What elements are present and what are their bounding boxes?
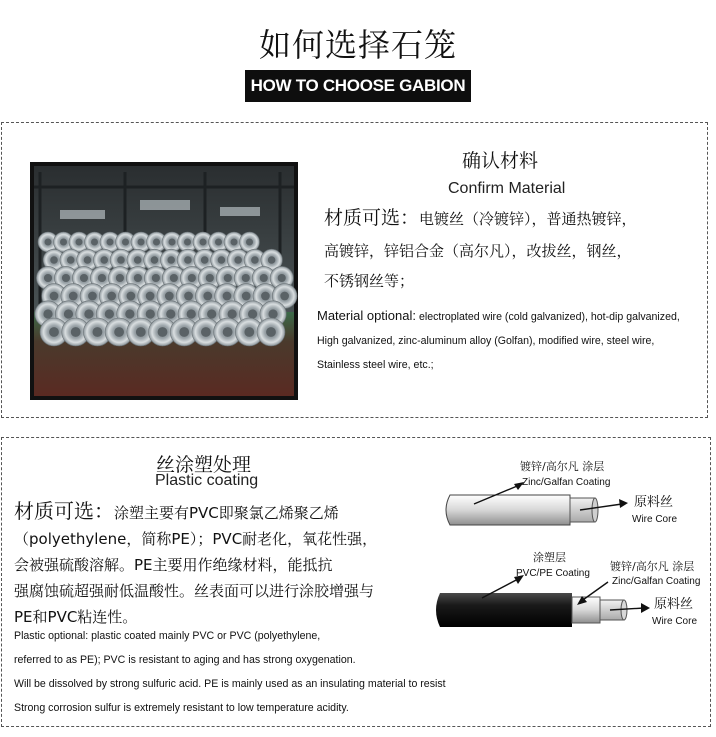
wire-coil-hole (107, 292, 116, 301)
wire-coil-hole (251, 256, 259, 264)
wire-coil-hole (114, 327, 124, 337)
coating-options-en-line-1: Plastic optional: plastic coated mainly PVC or PVC (polyethylene, (14, 630, 321, 642)
wire-coil-hole (266, 327, 276, 337)
wire-coil-hole (71, 327, 81, 337)
wire-coil-hole (136, 327, 146, 337)
wire-coil-hole (84, 309, 93, 318)
wire-coil-warehouse-photo (30, 162, 298, 400)
wire-coil-hole (218, 256, 226, 264)
wire-coil-hole (80, 274, 88, 282)
material-options-en-line-3: Stainless steel wire, etc.; (317, 359, 434, 371)
wire-coil-hole (184, 239, 191, 246)
arrow-icon (470, 478, 530, 508)
wire-coil-hole (166, 309, 175, 318)
wire-coil-hole (207, 309, 216, 318)
wire-coil-hole (280, 292, 289, 301)
coating-options-en (14, 624, 474, 720)
wire-coil-hole (184, 292, 193, 301)
wire-coil-hole (146, 292, 155, 301)
wire-coil-hole (117, 256, 125, 264)
wire-coil-hole (165, 292, 174, 301)
diagram2-coating-label-en: Zinc/Galfan Coating (612, 576, 701, 587)
wire-coil-hole (278, 274, 286, 282)
wire-coil-hole (167, 256, 175, 264)
page-title-en-banner: HOW TO CHOOSE GABION (245, 70, 471, 102)
diagram1-core-label-cn: 原料丝 (634, 495, 674, 510)
arrow-icon (608, 600, 652, 616)
coating-options-line-5: PE和PVC粘连性。 (14, 608, 138, 626)
wire-coil-hole (127, 292, 136, 301)
wire-coil-hole (105, 309, 114, 318)
wire-coil-hole (261, 292, 270, 301)
coating-options-line-3: 会被强硫酸溶解。PE主要用作绝缘材料，能抵抗 (14, 556, 333, 574)
wire-coil-hole (188, 274, 196, 282)
wire-coil-hole (134, 256, 142, 264)
wire-coil-hole (242, 292, 251, 301)
wire-coil-hole (138, 239, 145, 246)
wire-coil-hole (203, 292, 212, 301)
wire-coil-hole (69, 292, 78, 301)
wire-coil-hole (93, 327, 103, 337)
wire-coil-hole (170, 274, 178, 282)
material-options-line-2: 高镀锌，锌铝合金（高尔凡），改拔丝，钢丝， (324, 242, 632, 260)
wire-coil-hole (62, 274, 70, 282)
wire-coil-hole (184, 256, 192, 264)
coating-options-en-line-2: referred to as PE); PVC is resistant to aging and has strong oxygenation. (14, 654, 356, 666)
wire-coil-hole (44, 274, 52, 282)
wire-coil-hole (134, 274, 142, 282)
wire-coil-hole (153, 239, 160, 246)
wire-coil-hole (246, 239, 253, 246)
wire-coil-hole (49, 327, 59, 337)
wire-coil-hole (234, 256, 242, 264)
diagram2-plastic-label-cn: 涂塑层 (533, 551, 566, 564)
coating-heading-cn: 丝涂塑处理 (156, 454, 252, 476)
wire-coil-hole (268, 256, 276, 264)
material-options-en (317, 304, 707, 377)
wire-coil-hole (60, 239, 67, 246)
wire-coil-hole (88, 292, 97, 301)
wire-coil-hole (231, 239, 238, 246)
wire-coil-hole (45, 239, 52, 246)
wire-coil-hole (169, 239, 176, 246)
wire-coil-hole (125, 309, 134, 318)
coating-options-en-line-4: Strong corrosion sulfur is extremely resistant to low temperature acidity. (14, 702, 349, 714)
coating-options-line-2: （polyethylene，简称PE）；PVC耐老化，氧花性强， (14, 530, 378, 548)
wire-coil-hole (201, 256, 209, 264)
wire-coil-hole (50, 256, 58, 264)
wire-coil-hole (100, 256, 108, 264)
wire-coil-hole (187, 309, 196, 318)
material-options-line-1: 电镀丝（冷镀锌），普通热镀锌， (419, 210, 637, 228)
material-heading-en: Confirm Material (448, 180, 566, 197)
wire-coil-hole (206, 274, 214, 282)
wire-coil-hole (228, 309, 237, 318)
wire-coil-hole (64, 309, 73, 318)
material-options-en-line-2: High galvanized, zinc-aluminum alloy (Golfan), modified wire, steel wire, (317, 335, 655, 347)
wire-coil-hole (223, 327, 233, 337)
wire-coil-hole (76, 239, 83, 246)
wire-coil-hole (116, 274, 124, 282)
material-options-en-line-1: electroplated wire (cold galvanized), hot-dip galvanized, (416, 311, 680, 323)
wire-coil-hole (200, 239, 207, 246)
coating-options-label: 材质可选： (14, 499, 114, 523)
arrow-icon (578, 496, 630, 516)
coating-heading-en: Plastic coating (155, 472, 259, 489)
wire-coil-hole (152, 274, 160, 282)
coating-options-line-4: 强腐蚀硫超强耐低温酸性。丝表面可以进行涂胶增强与 (14, 582, 375, 600)
material-options-cn (324, 205, 704, 294)
diagram2-plastic-label-en: PVC/PE Coating (516, 568, 590, 579)
wire-coil-hole (158, 327, 168, 337)
wire-coil-hole (91, 239, 98, 246)
page-title-cn: 如何选择石笼 (258, 26, 457, 64)
wire-coil-hole (107, 239, 114, 246)
coating-options-cn (14, 498, 434, 630)
diagram1-core-label-en: Wire Core (632, 514, 678, 525)
wire-coil-hole (151, 256, 159, 264)
wire-coil-hole (248, 309, 257, 318)
wire-coil-hole (50, 292, 59, 301)
wire-coil-hole (268, 309, 277, 318)
wire-coil-hole (146, 309, 155, 318)
wire-coil-hole (201, 327, 211, 337)
wire-coil-hole (223, 292, 232, 301)
material-options-label: 材质可选： (324, 207, 420, 229)
wire-coil-hole (215, 239, 222, 246)
diagram1-coating-label-cn: 镀锌/高尔凡 涂层 (520, 460, 605, 473)
wire-coil-hole (179, 327, 189, 337)
wire-coil-hole (122, 239, 129, 246)
diagram2-coating-label-cn: 镀锌/高尔凡 涂层 (610, 560, 695, 573)
coating-options-line-1: 涂塑主要有PVC即聚氯乙烯聚乙烯 (114, 504, 339, 522)
wire-coil-hole (98, 274, 106, 282)
diagram1-coating-label-en: Zinc/Galfan Coating (522, 477, 611, 488)
diagram2-core-label-en: Wire Core (652, 616, 698, 627)
material-options-en-label: Material optional: (317, 308, 416, 323)
material-options-line-3: 不锈钢丝等； (324, 272, 415, 290)
wire-coil-hole (67, 256, 75, 264)
coating-options-en-line-3: Will be dissolved by strong sulfuric acid. PE is mainly used as an insulating material to resist (14, 678, 446, 690)
wire-coil-hole (43, 309, 52, 318)
diagram2-core-label-cn: 原料丝 (654, 597, 694, 612)
wire-coil-hole (84, 256, 92, 264)
wire-coil-hole (242, 274, 250, 282)
wire-coil-hole (244, 327, 254, 337)
wire-coil-hole (224, 274, 232, 282)
wire-coil-hole (260, 274, 268, 282)
material-heading-cn: 确认材料 (462, 150, 539, 172)
